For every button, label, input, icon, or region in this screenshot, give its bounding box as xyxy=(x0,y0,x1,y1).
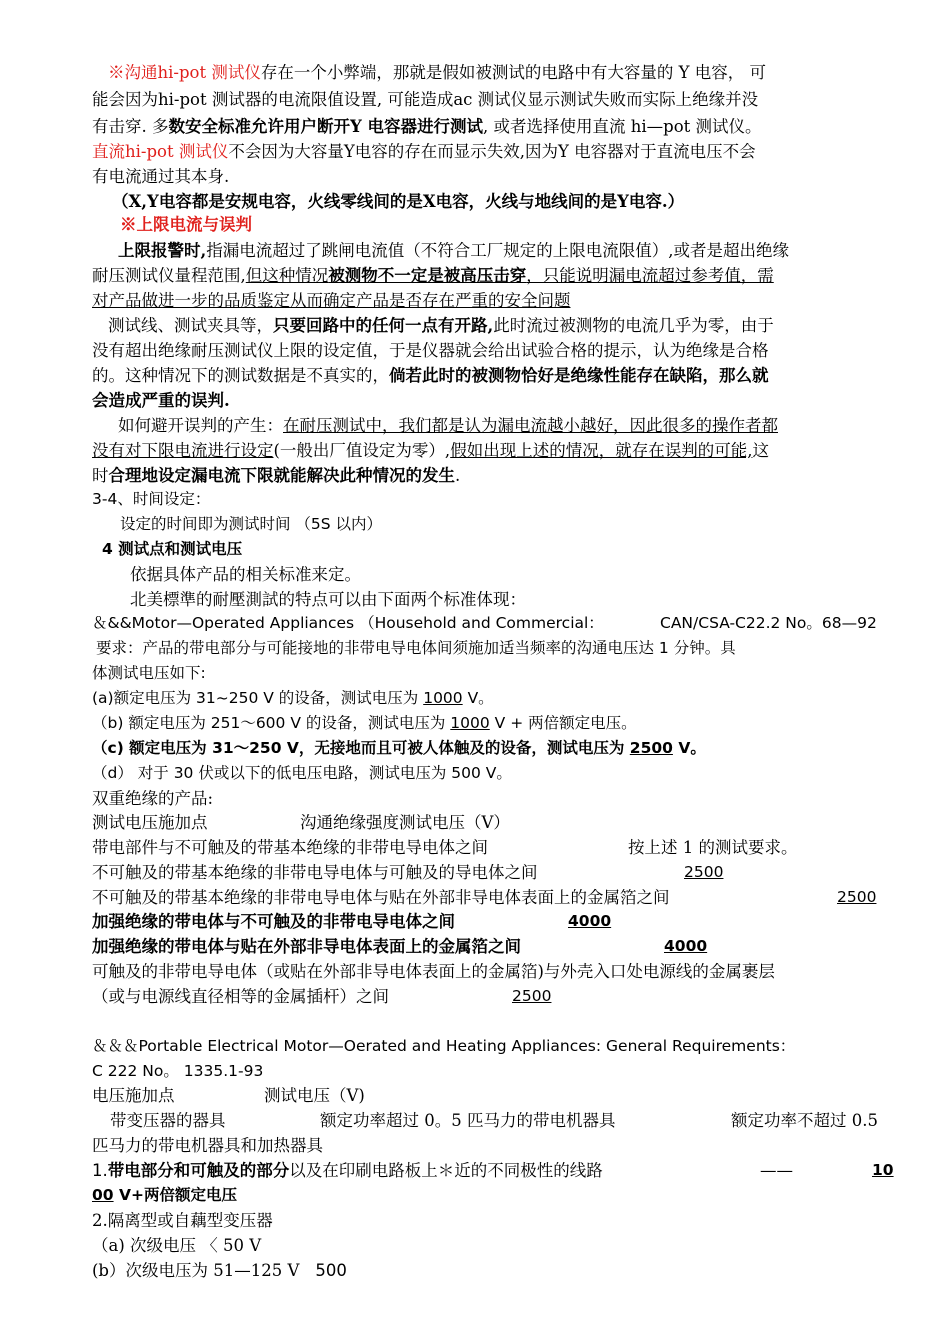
underlined-span: 在耐压测试中，我们都是认为漏电流越小越好，因此很多的操作者都 xyxy=(283,416,778,435)
voltage-value: 00 xyxy=(92,1186,114,1204)
std2-item2a: （a) 次级电压 〈 50 V xyxy=(92,1236,262,1255)
section-4-line2: 北美標準的耐壓測試的特点可以由下面两个标准体现： xyxy=(130,590,526,609)
underlined-span: 没有对下限电流进行设定 xyxy=(92,441,274,460)
para-hipot-line2: 能会因为hi-pot 测试器的电流限值设置, 可能造成ac 测试仪显示测试失败而实际上绝缘并没 xyxy=(92,90,759,109)
text-span: 但这种情况 xyxy=(245,266,329,285)
row1-label: 带电部件与不可触及的带基本绝缘的非带电导电体之间 xyxy=(92,838,488,857)
para-avoid-line1 xyxy=(118,413,892,438)
text-span: (a)额定电压为 31~250 V 的设备，测试电压为 xyxy=(92,689,424,707)
bold-term: 上限报警时, xyxy=(118,241,207,260)
standard-1-name: ＆&&Motor—Operated Appliances （Household and Commercial： xyxy=(92,614,604,632)
voltage-value: 2500 xyxy=(629,739,673,757)
text-span: 时 xyxy=(92,466,109,485)
text-span: V+两倍额定电压 xyxy=(113,1186,237,1204)
requirement-line1: 要求：产品的带电部分与可能接地的非带电导电体间须施加适当频率的沟通电压达 1 分钟。具 xyxy=(96,639,736,657)
heading-part-misjudge: 误判 xyxy=(219,215,252,234)
text-span: (一般出厂值设定为零）, xyxy=(273,441,451,460)
bold-term: 倘若此时的被测物恰好是绝缘性能存在缺陷，那么就 xyxy=(389,366,769,385)
text-span: . xyxy=(455,466,461,485)
std2-col-under-half-hp-cont: 匹马力的带电机器具和加热器具 xyxy=(92,1136,323,1155)
row6-label-line1: 可触及的非带电导电体（或贴在外部非导电体表面上的金属箔)与外壳入口处电源线的金属裹层 xyxy=(92,962,775,981)
text-span: V。 xyxy=(672,739,706,757)
para-upper-line2 xyxy=(92,263,892,288)
text-span: V。 xyxy=(462,689,494,707)
bold-term: 合理地设定漏电流下限就能解决此种情况的发生 xyxy=(108,466,455,485)
bold-term: 只要回路中的任何一点有开路, xyxy=(273,316,494,335)
text-span: 指漏电流超过了跳闸电流值（不符合工厂规定的上限电流限值）,或者是超出绝缘 xyxy=(206,241,789,260)
row2-label: 不可触及的带基本绝缘的非带电导电体与可触及的导电体之间 xyxy=(92,863,538,882)
section-4-title: 4 测试点和测试电压 xyxy=(102,540,243,558)
para-upper-line1 xyxy=(118,238,892,263)
text-span: (b）次级电压为 51—125 V xyxy=(92,1261,300,1280)
para-hipot-line5: 有电流通过其本身. xyxy=(92,167,230,186)
para-open-line3 xyxy=(92,363,892,388)
heading-part: ※上限电流与 xyxy=(120,215,219,234)
std2-col-under-half-hp: 额定功率不超过 0.5 xyxy=(731,1111,878,1130)
text-span: （c) 额定电压为 31～250 V，无接地而且可被人体触及的设备，测试电压为 xyxy=(92,739,630,757)
text-span: （b) 额定电压为 251～600 V 的设备，测试电压为 xyxy=(92,714,451,732)
row5-value: 4000 xyxy=(664,937,708,955)
text-span: 的。这种情况下的测试数据是不真实的， xyxy=(92,366,389,385)
text-span: 这 xyxy=(752,441,769,460)
standard-2-name: ＆＆＆Portable Electrical Motor—Oerated and Heating Appliances: General Requirements： xyxy=(92,1037,796,1055)
xy-capacitor-note: （X,Y电容都是安规电容，火线零线间的是X电容，火线与地线间的是Y电容.） xyxy=(112,192,685,211)
text-span: 不会因为大容量Y电容的存在而显示失效,因为Y 电容器对于直流电压不会 xyxy=(228,142,756,161)
row6-value: 2500 xyxy=(512,987,552,1005)
double-insulation-header-point: 测试电压施加点 xyxy=(92,813,208,832)
hipot-ac-term: ※沟通hi-pot 测试仪 xyxy=(108,63,261,82)
text-span: 耐压测试仪量程范围, xyxy=(92,266,246,285)
standard-2-code: C 222 No。 1335.1-93 xyxy=(92,1062,264,1080)
std2-item2 xyxy=(92,1208,892,1233)
bold-term: 带电部分和可触及的部分 xyxy=(107,1161,290,1180)
para-upper-line3: 对产品做进一步的品质鉴定从而确定产品是否存在严重的安全问题 xyxy=(92,291,571,310)
text-span: , 或者选择使用直流 hi—pot 测试仪。 xyxy=(483,117,762,136)
para-open-line2: 没有超出绝缘耐压测试仪上限的设定值，于是仪器就会给出试验合格的提示，认为绝缘是合格 xyxy=(92,341,769,360)
text-span: 测试线、测试夹具等， xyxy=(108,316,273,335)
para-hipot-text: 存在一个小弊端，那就是假如被测试的电路中有大容量的 Y 电容， 可 xyxy=(260,63,766,82)
row4-label: 加强绝缘的带电体与不可触及的非带电导电体之间 xyxy=(92,912,455,931)
section-heading-upper-limit xyxy=(120,212,920,237)
underlined-span xyxy=(246,266,774,285)
text-span: 2.隔离型或自藕型变压器 xyxy=(92,1211,273,1230)
bold-term: 被测物不一定是被高压击穿 xyxy=(328,266,527,285)
text-span: ，只能说明漏电流超过参考值，需 xyxy=(526,266,774,285)
bold-safety-note: 数安全标准允许用户断开Y 电容器进行测试 xyxy=(168,117,484,136)
section-4-line1: 依据具体产品的相关标准来定。 xyxy=(130,565,361,584)
underlined-span: 假如出现上述的情况，就存在误判的可能, xyxy=(450,441,753,460)
row3-label: 不可触及的带基本绝缘的非带电导电体与贴在外部非导电体表面上的金属箔之间 xyxy=(92,888,670,907)
requirement-line2: 体测试电压如下: xyxy=(92,664,206,682)
row2-value: 2500 xyxy=(684,863,724,881)
text-span: 此时流过被测物的电流几乎为零，由于 xyxy=(493,316,774,335)
hipot-dc-term: 直流hi-pot 测试仪 xyxy=(92,142,229,161)
item-number: 1. xyxy=(92,1161,108,1180)
std2-col-over-half-hp: 额定功率超过 0。5 匹马力的带电机器具 xyxy=(320,1111,616,1130)
requirement-b xyxy=(92,711,892,736)
std2-header-point: 电压施加点 xyxy=(92,1086,175,1105)
para-hipot-line4 xyxy=(92,139,892,164)
voltage-value: 1000 xyxy=(450,714,490,732)
std2-item1-value-part2 xyxy=(92,1183,892,1208)
row1-value: 按上述 1 的测试要求。 xyxy=(628,838,798,857)
para-open-line1 xyxy=(108,313,892,338)
requirement-a xyxy=(92,686,892,711)
row4-value: 4000 xyxy=(568,912,612,930)
voltage-value: 1000 xyxy=(423,689,463,707)
para-open-line4: 会造成严重的误判. xyxy=(92,391,230,410)
section-3-4-title: 3-4、时间设定： xyxy=(92,490,211,508)
text-span: 以及在印刷电路板上＊近的不同极性的线路 xyxy=(289,1161,603,1180)
text-span: 有击穿. 多 xyxy=(92,117,169,136)
para-hipot-line3 xyxy=(92,114,892,139)
text-span: 如何避开误判的产生： xyxy=(118,416,283,435)
double-insulation-title: 双重绝缘的产品: xyxy=(92,789,214,808)
std2-item1-dash: —— xyxy=(760,1161,793,1180)
std2-item1-value-part1: 10 xyxy=(872,1161,894,1179)
row6-label-line2: （或与电源线直径相等的金属插杆）之间 xyxy=(92,987,389,1006)
para-avoid-line3 xyxy=(92,463,892,488)
para-avoid-line2 xyxy=(92,438,892,463)
std2-col-transformer: 带变压器的器具 xyxy=(110,1111,226,1130)
text-span: V + 两倍额定电压。 xyxy=(489,714,637,732)
row3-value: 2500 xyxy=(837,888,877,906)
std2-header-voltage: 测试电压（V) xyxy=(264,1086,365,1105)
para-hipot-line1 xyxy=(108,60,892,85)
voltage-value: 500 xyxy=(315,1261,347,1280)
std2-item2b xyxy=(92,1258,892,1283)
requirement-c xyxy=(92,736,892,761)
standard-1-code: CAN/CSA-C22.2 No。68—92 xyxy=(660,614,877,632)
requirement-d: （d） 对于 30 伏或以下的低电压电路，测试电压为 500 V。 xyxy=(92,764,512,782)
double-insulation-header-voltage: 沟通绝缘强度测试电压（V） xyxy=(300,813,510,832)
section-3-4-body: 设定的时间即为测试时间 （5S 以内） xyxy=(120,515,383,533)
row5-label: 加强绝缘的带电体与贴在外部非导电体表面上的金属箔之间 xyxy=(92,937,521,956)
